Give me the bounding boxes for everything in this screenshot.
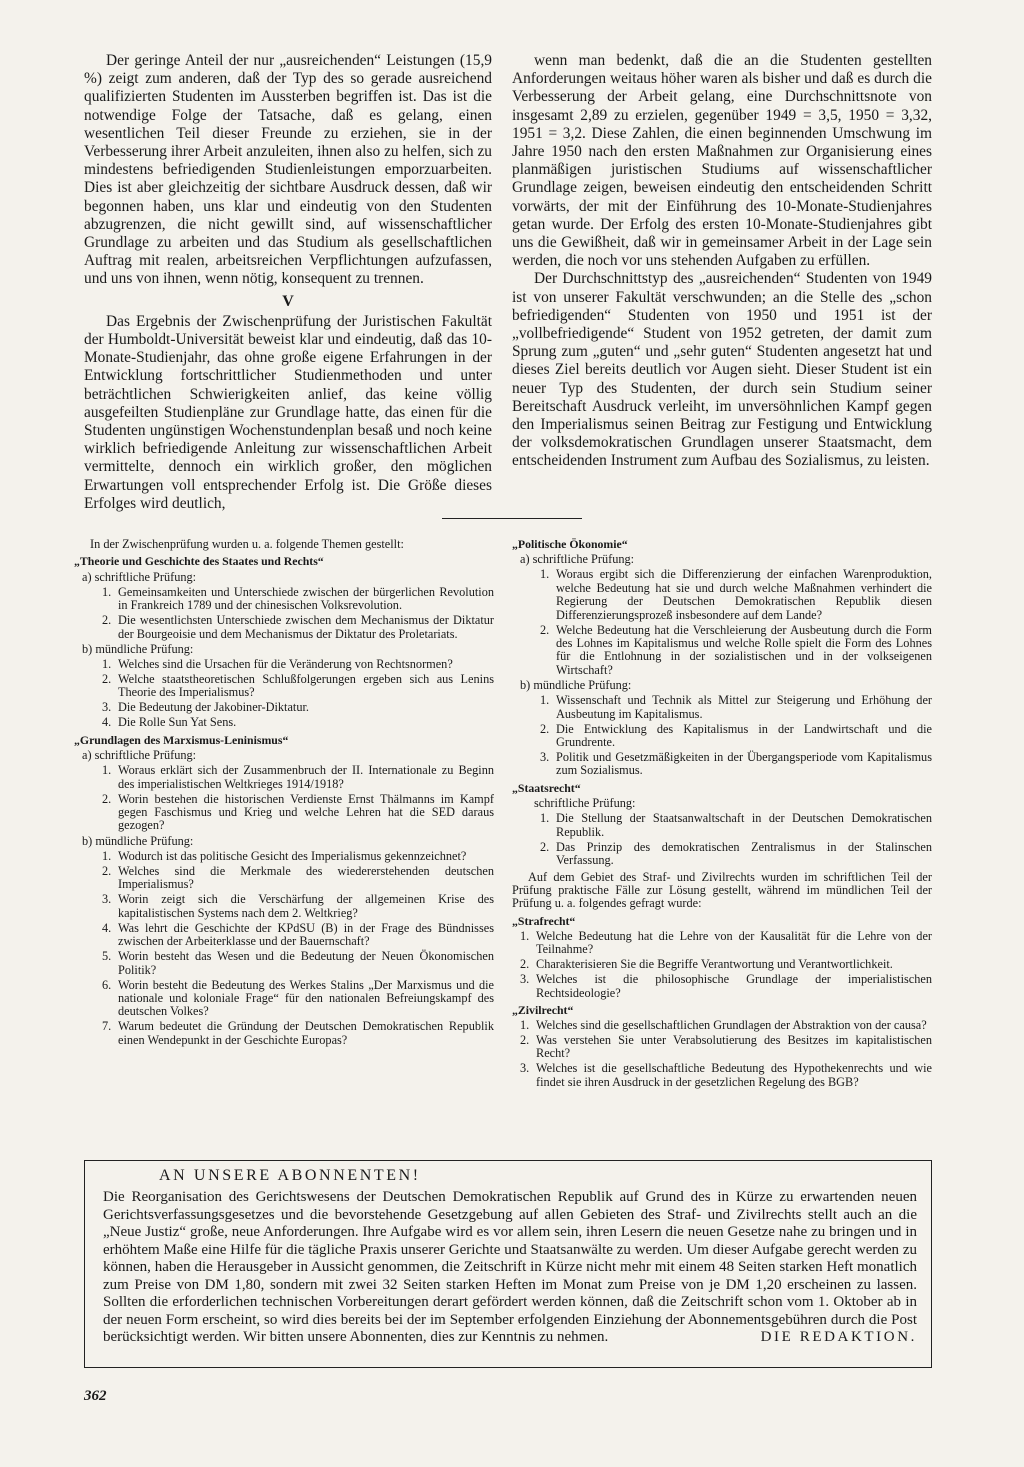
exam-type-label: a) schriftliche Prüfung: xyxy=(82,748,197,763)
list-item: 2. Was verstehen Sie unter Verabsolutierung des Besitzes im kapitalistischen Recht? xyxy=(520,1032,932,1061)
list-item: 1. Welches sind die Ursachen für die Veränderung von Rechtsnormen? xyxy=(102,657,453,672)
notice-signature: DIE REDAKTION. xyxy=(760,1329,917,1345)
question-list xyxy=(74,586,494,641)
list-item: 3. Die Bedeutung der Jakobiner-Diktatur. xyxy=(102,700,309,715)
question-list xyxy=(512,812,932,867)
question-list xyxy=(512,568,932,677)
civil-law-intro: Auf dem Gebiet des Straf- und Zivilrechts wurden im schriftlichen Teil der Prüfung praktische Fälle zur Lösung gestellt, während im mündlichen Teil der Prüfung u. a. folgendes gefragt wurde: xyxy=(512,869,932,911)
exam-type-label: a) schriftliche Prüfung: xyxy=(82,569,197,584)
notice-text: Die Reorganisation des Gerichtswesens der Deutschen Demokratischen Republik auf Grund des in Kürze zu erwartenden neuen Gerichtsverfassungsgesetzes und die bevorstehende Gesetzgebung auf allen Gebieten des Straf- und Zivilrechts stellt auch an die „Neue Justiz“ große, neue Anforderungen. Ihre Aufgabe wird es vor allem sein, ihren Lesern die neuen Gesetze nahe zu bringen und in erhöhtem Maße eine Hilfe für die tägliche Praxis unserer Gerichte und Staatsanwälte zu werden. Um dieser Aufgabe gerecht werden zu können, haben die Herausgeber in Aussicht genommen, die Zeitschrift in Kürze nicht mehr mit einem 48 Seiten starken Heft monatlich zum Preise von DM 1,80, sondern mit zwei 32 Seiten starken Heften im Monat zum Preise von je DM 1,20 erscheinen zu lassen. Sollten die erforderlichen technischen Vorbereitungen derart gefördert werden können, daß die Zeitschrift schon vom 1. Oktober ab in der neuen Form erscheint, so wird dies bereits bei der im September erfolgenden Einziehung der Abonnementsgebühren durch die Post berücksichtigt werden. Wir bitten unsere Abonnenten, dies zur Kenntnis zu nehmen. xyxy=(103,1189,917,1345)
subject-heading: „Staatsrecht“ xyxy=(512,780,581,795)
section-divider xyxy=(442,518,582,519)
exam-topics-left xyxy=(74,538,494,1047)
list-item: 2. Welches sind die Merkmale des wiedererstehenden deutschen Imperialismus? xyxy=(102,863,494,892)
list-item: 1. Gemeinsamkeiten und Unterschiede zwischen der bürgerlichen Revolution in Frankreich 1789 und der chinesischen Volksrevolution. xyxy=(102,584,494,613)
list-item: 2. Charakterisieren Sie die Begriffe Verantwortung und Verantwortlichkeit. xyxy=(520,957,893,972)
list-item: 3. Welches ist die gesellschaftliche Bedeutung des Hypothekenrechts und wie findet sie ihren Ausdruck in der gesetzlichen Regelung des BGB? xyxy=(520,1061,932,1089)
list-item: 4. Die Rolle Sun Yat Sens. xyxy=(102,715,237,730)
subject-heading: „Theorie und Geschichte des Staates und Rechts“ xyxy=(74,554,324,569)
list-item: 3. Worin zeigt sich die Verschärfung der allgemeinen Krise des kapitalistischen Systems nach dem 2. Weltkrieg? xyxy=(102,892,494,920)
article-paragraph: Der geringe Anteil der nur „ausreichenden“ Leistungen (15,9 %) zeigt zum anderen, daß der Typ des so gerade ausreichend qualifizierten Studenten im Aussterben begriffen ist. Das ist die notwendige Folge der Tatsache, daß es gelang, einen wesentlichen Teil dieser Freunde zu erziehen, sie in der Verbesserung ihrer Arbeit anzuleiten, ihnen also zu helfen, sich zu mindestens befriedigenden Studienleistungen emporzuarbeiten. Dies ist aber gleichzeitig der sichtbare Ausdruck dessen, daß wir begonnen haben, uns klar und eindeutig von den Studenten abzugrenzen, die nicht gewillt sind, auf wissenschaftlicher Grundlage zu arbeiten und das Studium als gesellschaftlichen Auftrag mit realen, arbeitsreichen Verpflichtungen aufzufassen, und uns von ihnen, wenn nötig, konsequent zu trennen. xyxy=(84,52,492,288)
list-item: 4. Was lehrt die Geschichte der KPdSU (B) in der Frage des Bündnisses zwischen der Arbeiterklasse und der Bauernschaft? xyxy=(102,920,494,949)
exam-type-label: b) mündliche Prüfung: xyxy=(82,642,194,657)
question-list xyxy=(74,850,494,1047)
list-item: 2. Das Prinzip des demokratischen Zentralismus in der Stalinschen Verfassung. xyxy=(540,839,932,868)
question-list xyxy=(512,930,932,1000)
section-numeral: V xyxy=(282,292,294,310)
article-paragraph: Das Ergebnis der Zwischenprüfung der Juristischen Fakultät der Humboldt-Universität beweist klar und eindeutig, daß das 10-Monate-Studienjahr, das ohne große eigene Erfahrungen in der Entwicklung fortschrittlicher Studienmethoden und unter beträchtlichen Schwierigkeiten anlief, das keine völlig ausgefeilten Studienpläne zur Grundlage hatte, das einen für die Studenten ungünstigen Wochenstundenplan besaß und noch keine wirklich befriedigende Anleitung zur wissenschaftlichen Arbeit vermittelte, dennoch ein wirklich großer, den möglichen Erwartungen voll entsprechender Erfolg ist. Die Größe dieses Erfolges wird deutlich, xyxy=(84,312,492,512)
subject-heading: „Zivilrecht“ xyxy=(512,1002,574,1017)
list-item: 1. Welche Bedeutung hat die Lehre von der Kausalität für die Lehre von der Teilnahme? xyxy=(520,928,932,957)
question-list xyxy=(74,658,494,730)
list-item: 1. Die Stellung der Staatsanwaltschaft in der Deutschen Demokratischen Republik. xyxy=(540,811,932,839)
exam-topics-right xyxy=(512,538,932,1089)
exam-type-label: schriftliche Prüfung: xyxy=(534,796,636,811)
list-item: 6. Worin besteht die Bedeutung des Werkes Stalins „Der Marxismus und die nationale und koloniale Frage“ für den nationalen Befreiungskampf des deutschen Volkes? xyxy=(102,977,494,1019)
question-list xyxy=(512,1019,932,1089)
list-item: 1. Wodurch ist das politische Gesicht des Imperialismus gekennzeichnet? xyxy=(102,848,467,863)
list-item: 1. Woraus ergibt sich die Differenzierung der einfachen Warenproduktion, welche Bedeutung hat sie und durch welche Maßnahmen verhindert die Regierung der Deutschen Demokratischen Republik diesen Differenzierungsprozeß insbesondere auf dem Lande? xyxy=(540,567,932,622)
exam-type-label: a) schriftliche Prüfung: xyxy=(520,552,635,567)
notice-title: AN UNSERE ABONNENTEN! xyxy=(159,1167,421,1184)
list-item: 1. Wissenschaft und Technik als Mittel zur Steigerung und Erhöhung der Ausbeutung im Kapitalismus. xyxy=(540,693,932,721)
list-item: 2. Die wesentlichsten Unterschiede zwischen dem Mechanismus der Diktatur der Bourgeoisie und dem Mechanismus der Diktatur des Proletariats. xyxy=(102,613,494,641)
page-number: 362 xyxy=(84,1388,107,1404)
list-item: 3. Welches ist die philosophische Grundlage der imperialistischen Rechtsideologie? xyxy=(520,972,932,1000)
article-column-right xyxy=(512,52,932,471)
notice-body xyxy=(103,1189,917,1347)
article-paragraph: wenn man bedenkt, daß die an die Studenten gestellten Anforderungen weitaus höher waren als bisher und daß es durch die Verbesserung der Arbeit gelang, eine Durchschnittsnote von insgesamt 2,89 zu erzielen, gegenüber 1949 = 3,5, 1950 = 3,32, 1951 = 3,2. Diese Zahlen, die einen beginnenden Umschwung im Jahre 1950 nach den ersten Maßnahmen zur Organisierung eines planmäßigen juristischen Studiums auf wissenschaftlicher Grundlage zeigen, beweisen eindeutig den entscheidenden Schritt vorwärts, der mit der Einführung des 10-Monate-Studienjahres getan wurde. Der Erfolg des ersten 10-Monate-Studienjahres gibt uns die Gewißheit, daß wir in gemeinsamer Arbeit in der Lage sein werden, die noch vor uns stehenden Aufgaben zu erfüllen. xyxy=(512,52,932,270)
list-item: 2. Worin bestehen die historischen Verdienste Ernst Thälmanns im Kampf gegen Faschismus und Krieg und welche Lehren hat die SED daraus gezogen? xyxy=(102,791,494,833)
exam-type-label: b) mündliche Prüfung: xyxy=(82,833,194,848)
article-column-left xyxy=(84,52,492,513)
list-item: 3. Politik und Gesetzmäßigkeiten in der Übergangsperiode vom Kapitalismus zum Sozialismus. xyxy=(540,750,932,778)
subject-heading: „Politische Ökonomie“ xyxy=(512,537,628,551)
exam-intro: In der Zwischenprüfung wurden u. a. folgende Themen gestellt: xyxy=(90,537,404,551)
subject-heading: „Strafrecht“ xyxy=(512,913,576,928)
subject-heading: „Grundlagen des Marxismus-Leninismus“ xyxy=(74,732,289,747)
list-item: 1. Woraus erklärt sich der Zusammenbruch der II. Internationale zu Beginn des imperialistischen Weltkrieges 1914/1918? xyxy=(102,763,494,791)
list-item: 7. Warum bedeutet die Gründung der Deutschen Demokratischen Republik einen Wendepunkt in der Geschichte Europas? xyxy=(102,1019,494,1047)
list-item: 2. Die Entwicklung des Kapitalismus in der Landwirtschaft und die Grundrente. xyxy=(540,721,932,750)
question-list xyxy=(512,694,932,778)
list-item: 2. Welche Bedeutung hat die Verschleierung der Ausbeutung durch die Form des Lohnes im Kapitalismus und welche Rolle spielt die Form des Lohnes für die Entlohnung in der sozialistischen und in der volkseigenen Wirtschaft? xyxy=(540,622,932,677)
article-paragraph: Der Durchschnittstyp des „ausreichenden“ Studenten von 1949 ist von unserer Fakultät verschwunden; an die Stelle des „schon befriedigenden“ Studenten von 1950 und 1951 ist der „vollbefriedigende“ Student von 1952 getreten, der damit zum Sprung zum „guten“ und „sehr guten“ Studenten angesetzt hat und dieses Ziel bereits deutlich vor Augen sieht. Dieser Student ist ein neuer Typ des Studenten, der durch sein Studium seiner Bereitschaft Ausdruck verleiht, im unversöhnlichen Kampf gegen den Imperialismus seinen Beitrag zur Festigung und Entwicklung der volksdemokratischen Grundlagen unserer Staatsmacht, dem entscheidenden Instrument zum Aufbau des Sozialismus, zu leisten. xyxy=(512,270,932,470)
list-item: 5. Worin besteht das Wesen und die Bedeutung der Neuen Ökonomischen Politik? xyxy=(102,949,494,977)
exam-type-label: b) mündliche Prüfung: xyxy=(520,678,632,693)
list-item: 1. Welches sind die gesellschaftlichen Grundlagen der Abstraktion von der causa? xyxy=(520,1017,927,1032)
list-item: 2. Welche staatstheoretischen Schlußfolgerungen ergeben sich aus Lenins Theorie des Imperialismus? xyxy=(102,672,494,700)
question-list xyxy=(74,764,494,833)
subscriber-notice xyxy=(84,1160,932,1368)
